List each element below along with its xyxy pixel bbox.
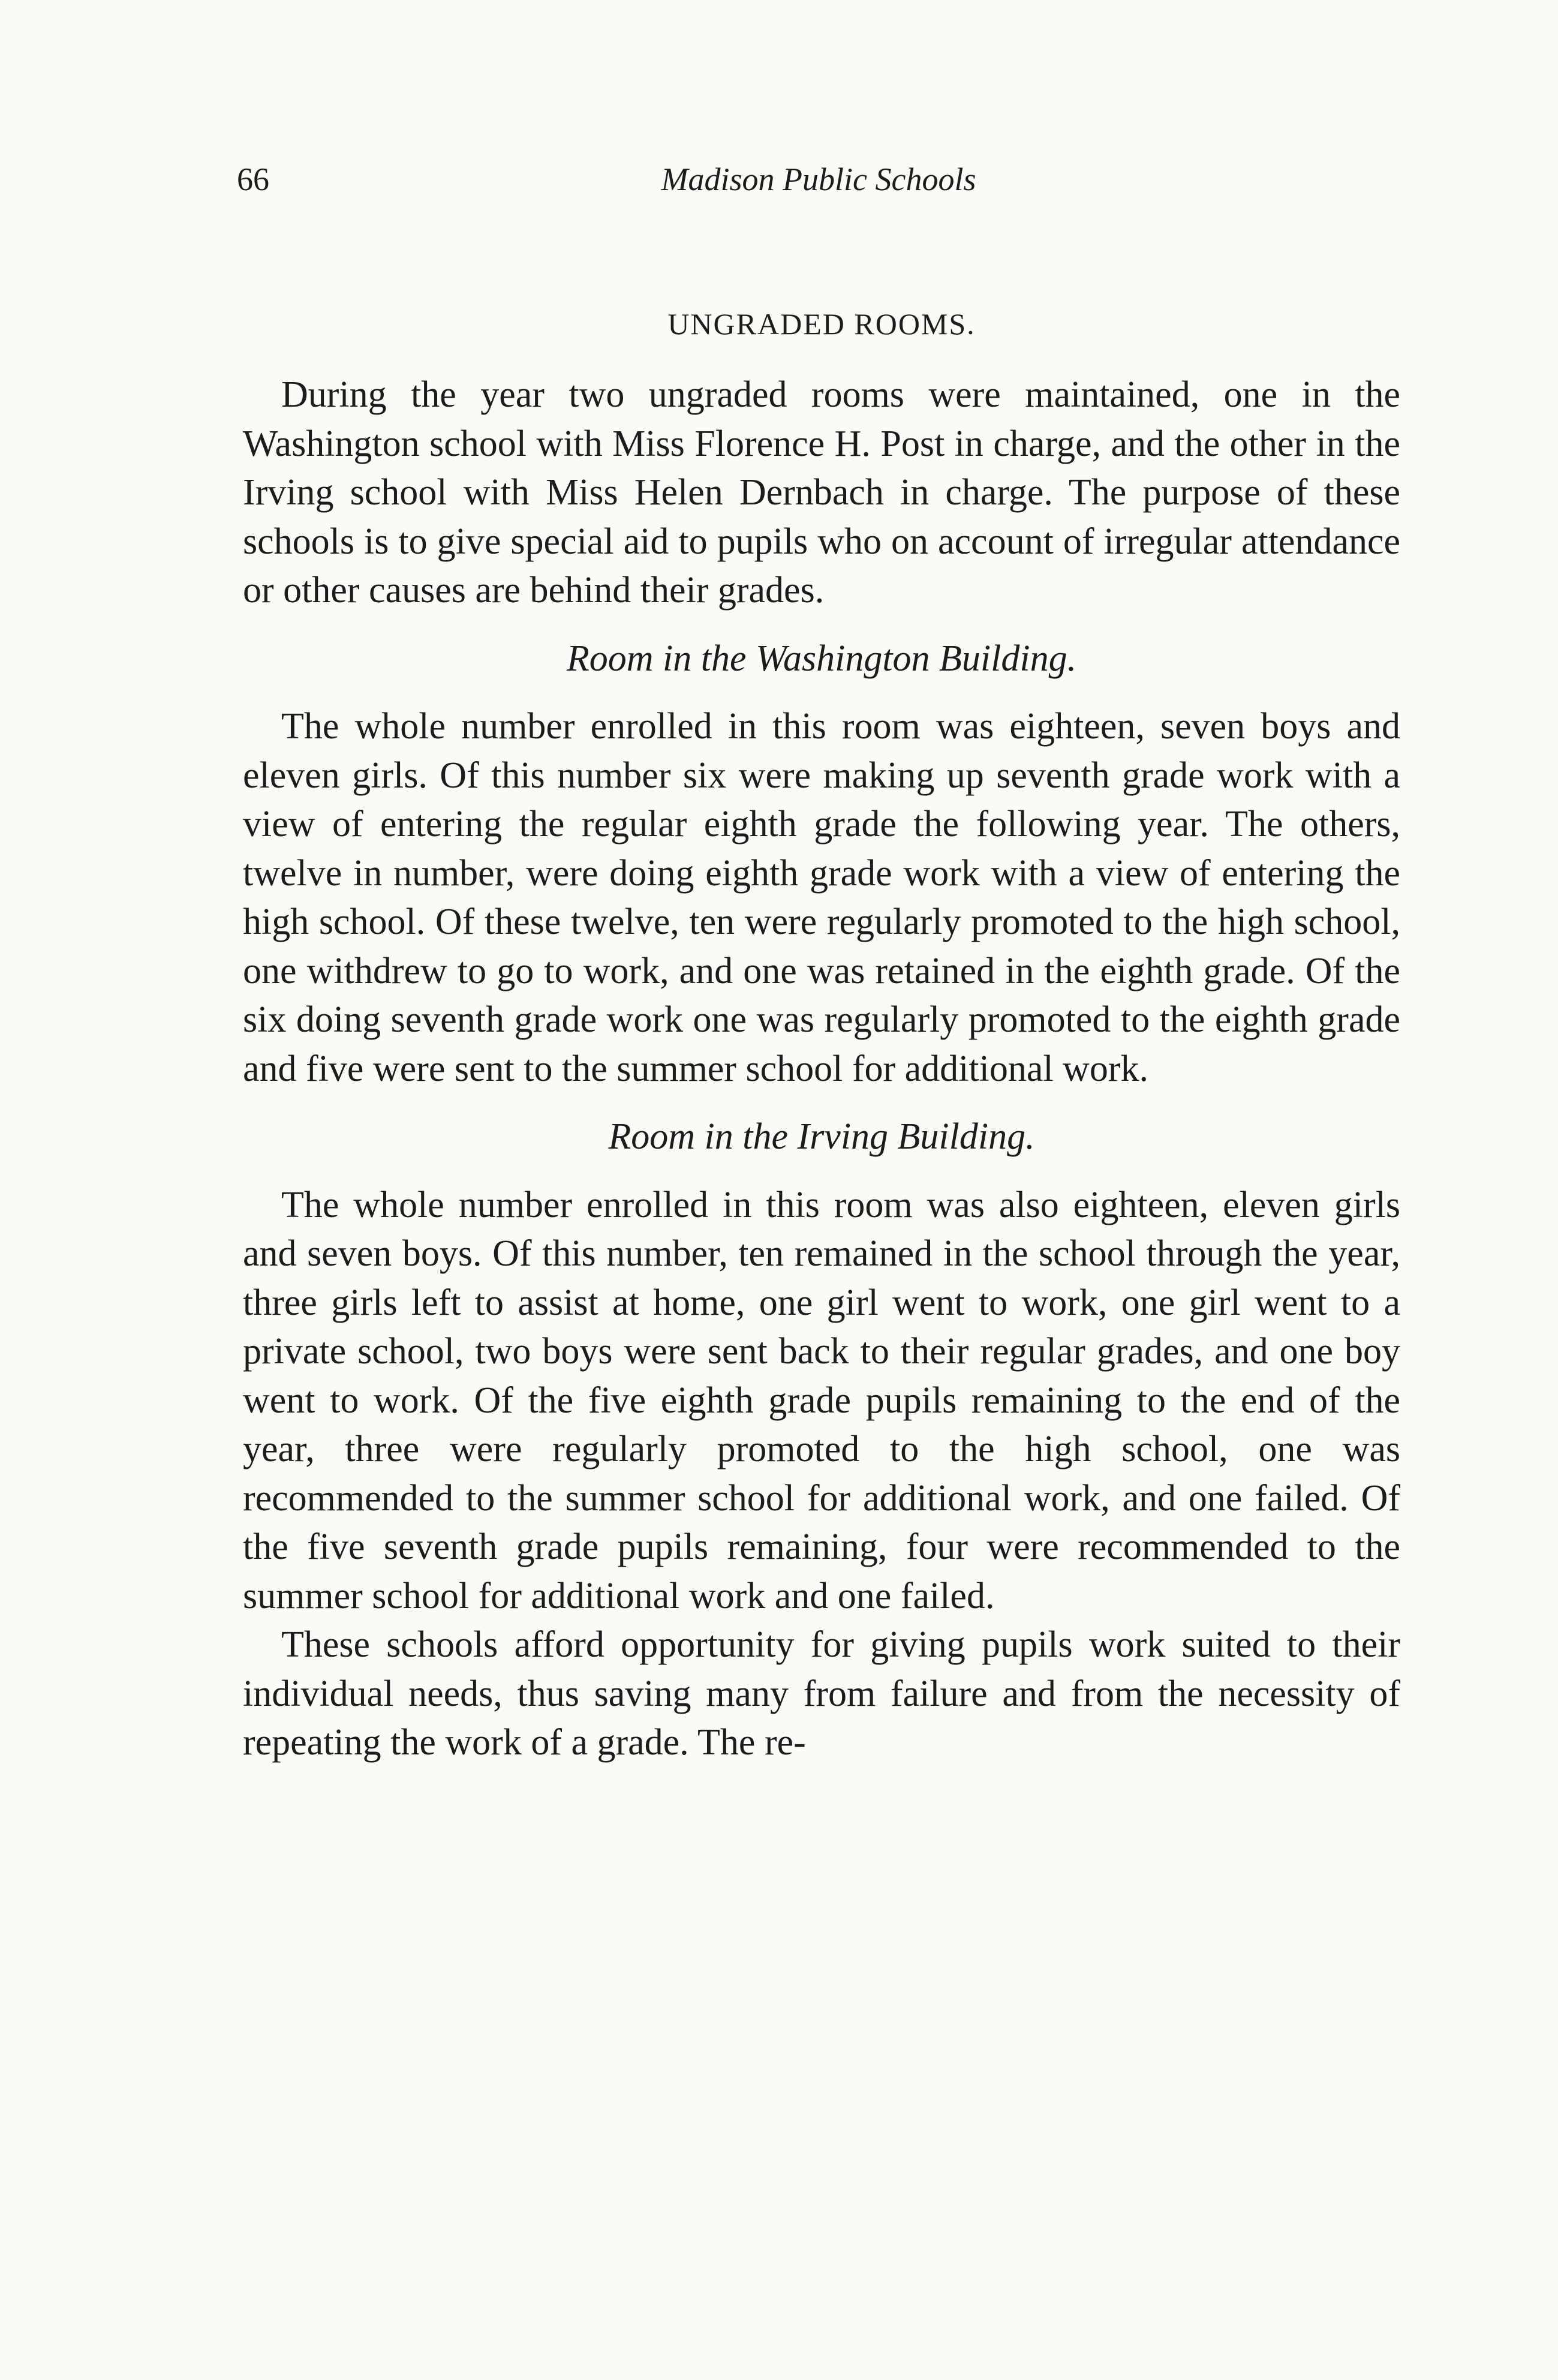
washington-heading: Room in the Washington Building. [566, 638, 1077, 679]
running-title: Madison Public Schools [661, 161, 976, 197]
irving-paragraph: The whole number enrolled in this room was also eighteen, eleven girls and seven boys. Of this number, ten remained in the school through the year, three girls left to assist at home, one girl went to work, one girl went to a private school, two boys were sent back to their regular grades, and one boy went to work. Of the five eighth grade pupils remaining to the end of the year, three were regularly promoted to the high school, one was recommended to the summer school for additional work, and one failed. Of the five seventh grade pupils remaining, four were recommended to the summer school for additional work and one failed. [243, 1184, 1400, 1616]
body-text [243, 300, 1400, 1768]
section-heading: UNGRADED ROOMS. [667, 307, 976, 341]
intro-paragraph: During the year two ungraded rooms were maintained, one in the Washington school with Miss Florence H. Post in charge, and the other in the Irving school with Miss Helen Dernbach in charge. The purpose of these schools is to give special aid to pupils who on account of irregular attendance or other causes are behind their grades. [243, 374, 1400, 611]
closing-paragraph: These schools afford opportunity for giving pupils work suited to their individual needs, thus saving many from failure and from the necessity of repeating the work of a grade. The re- [243, 1624, 1400, 1763]
running-head [237, 161, 1400, 209]
irving-heading: Room in the Irving Building. [608, 1116, 1035, 1157]
washington-paragraph: The whole number enrolled in this room was eighteen, seven boys and eleven girls. Of this number six were making up seventh grade work with a view of entering the regular eighth grade the following year. The others, twelve in number, were doing eighth grade work with a view of entering the high school. Of these twelve, ten were regularly promoted to the high school, one withdrew to go to work, and one was retained in the eighth grade. Of the six doing seventh grade work one was regularly promoted to the eighth grade and five were sent to the summer school for additional work. [243, 706, 1400, 1089]
page-number: 66 [237, 161, 269, 197]
